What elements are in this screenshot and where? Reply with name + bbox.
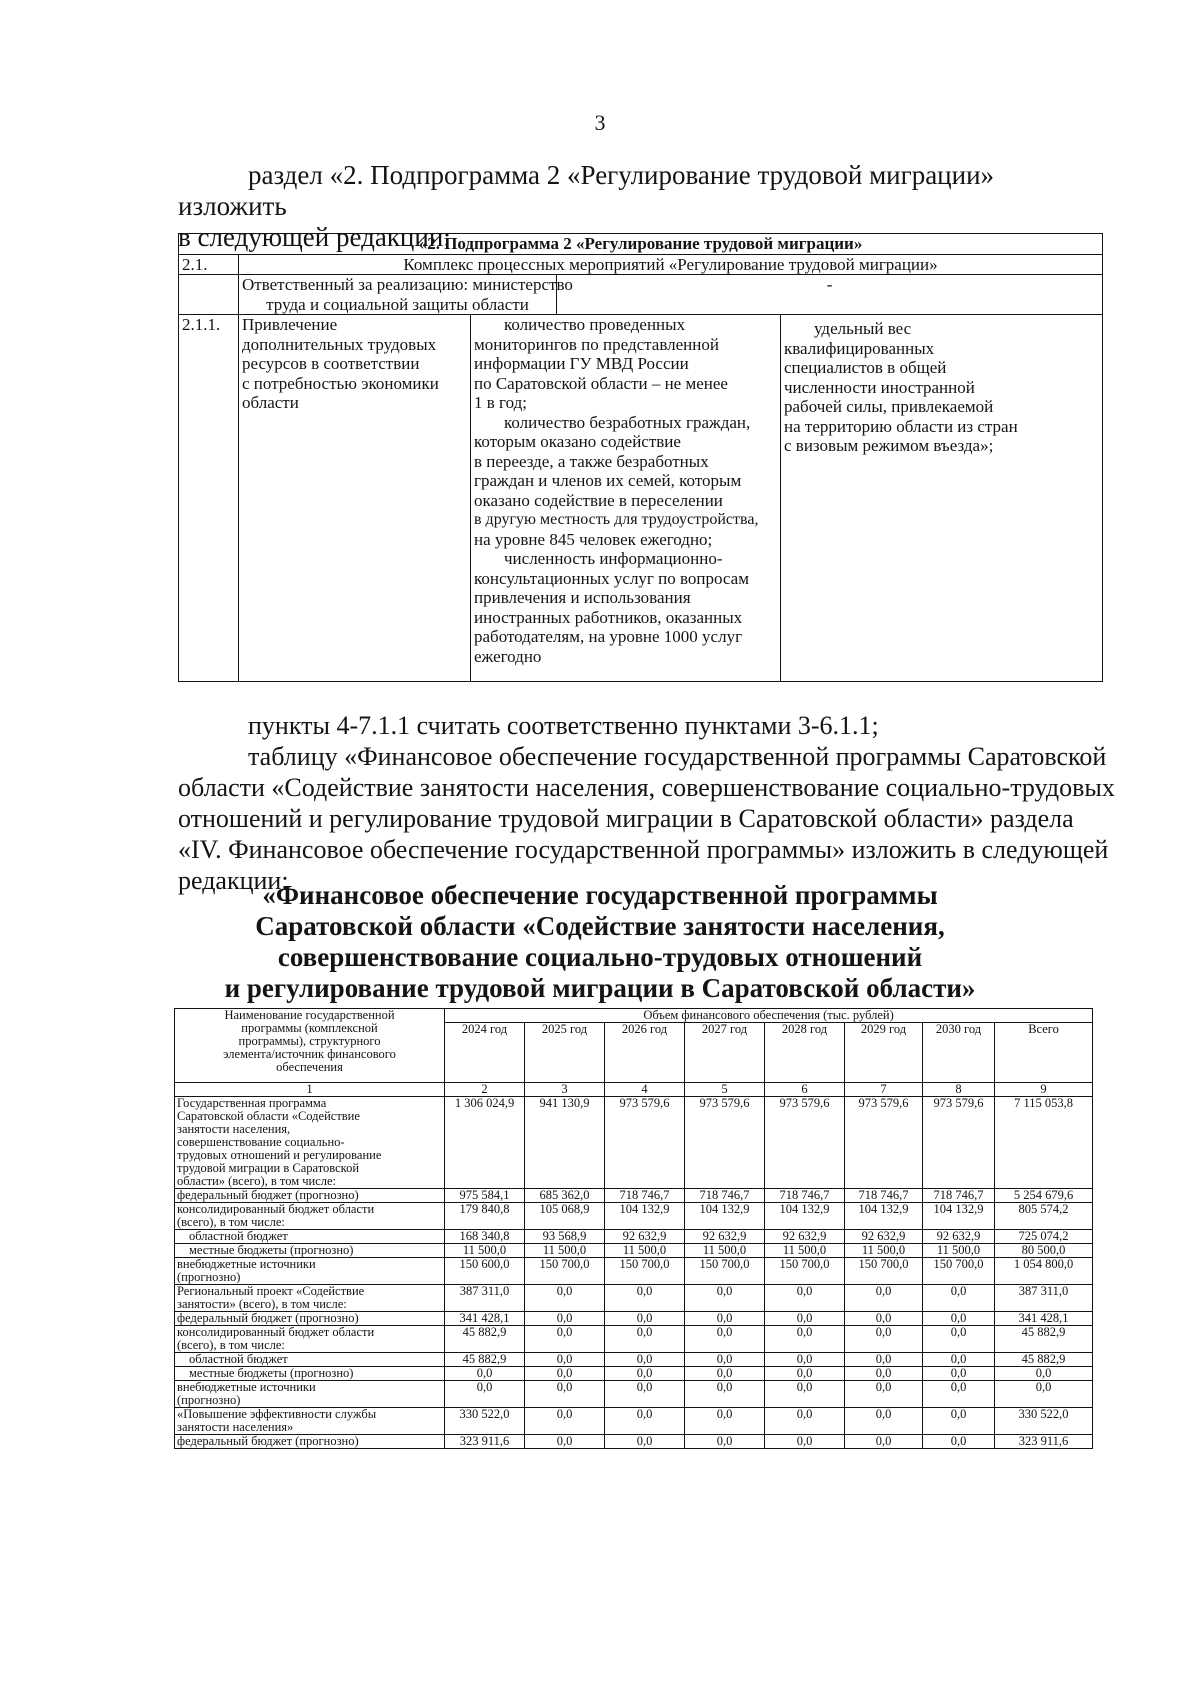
value-cell: 718 746,7 xyxy=(845,1189,923,1203)
column-number: 5 xyxy=(685,1083,765,1097)
value-cell: 0,0 xyxy=(525,1381,605,1408)
value-cell: 11 500,0 xyxy=(685,1244,765,1258)
page-number: 3 xyxy=(594,110,606,135)
total-cell: 341 428,1 xyxy=(995,1312,1093,1326)
value-cell: 0,0 xyxy=(685,1326,765,1353)
row-label: местные бюджеты (прогнозно) xyxy=(175,1367,445,1381)
value-cell: 330 522,0 xyxy=(445,1408,525,1435)
value-cell: 150 600,0 xyxy=(445,1258,525,1285)
row-label: Региональный проект «Содействие занятости» (всего), в том числе: xyxy=(175,1285,445,1312)
table-row xyxy=(175,1353,1093,1367)
value-cell: 0,0 xyxy=(605,1381,685,1408)
row-number: 2.1. xyxy=(179,254,239,275)
row-label: областной бюджет xyxy=(175,1353,445,1367)
table-row xyxy=(175,1203,1093,1230)
value-cell: 323 911,6 xyxy=(445,1435,525,1449)
year-header: 2030 год xyxy=(923,1023,995,1083)
value-cell: 0,0 xyxy=(685,1381,765,1408)
value-cell: 0,0 xyxy=(845,1312,923,1326)
value-cell: 0,0 xyxy=(923,1408,995,1435)
value-cell: 718 746,7 xyxy=(923,1189,995,1203)
value-cell: 341 428,1 xyxy=(445,1312,525,1326)
total-cell: 725 074,2 xyxy=(995,1230,1093,1244)
value-cell: 0,0 xyxy=(923,1312,995,1326)
total-cell: 1 054 800,0 xyxy=(995,1258,1093,1285)
value-cell: 104 132,9 xyxy=(685,1203,765,1230)
value-cell: 11 500,0 xyxy=(605,1244,685,1258)
total-cell: 387 311,0 xyxy=(995,1285,1093,1312)
value-cell: 0,0 xyxy=(923,1285,995,1312)
value-cell: 0,0 xyxy=(765,1381,845,1408)
value-cell: 0,0 xyxy=(765,1435,845,1449)
value-cell: 92 632,9 xyxy=(685,1230,765,1244)
value-cell: 0,0 xyxy=(845,1353,923,1367)
row-label: «Повышение эффективности службы занятости населения» xyxy=(175,1408,445,1435)
value-cell: 0,0 xyxy=(845,1367,923,1381)
value-cell: 45 882,9 xyxy=(445,1326,525,1353)
value-cell: 104 132,9 xyxy=(845,1203,923,1230)
value-cell: 105 068,9 xyxy=(525,1203,605,1230)
value-cell: 150 700,0 xyxy=(765,1258,845,1285)
table-row xyxy=(175,1189,1093,1203)
value-cell: 0,0 xyxy=(765,1326,845,1353)
value-cell: 0,0 xyxy=(445,1381,525,1408)
value-cell: 0,0 xyxy=(605,1435,685,1449)
table-row xyxy=(175,1285,1093,1312)
value-cell: 0,0 xyxy=(765,1353,845,1367)
year-header: 2029 год xyxy=(845,1023,923,1083)
intro-line-1: раздел «2. Подпрограмма 2 «Регулирование трудовой миграции» изложить xyxy=(178,160,995,221)
value-cell: 150 700,0 xyxy=(605,1258,685,1285)
total-cell: 323 911,6 xyxy=(995,1435,1093,1449)
total-cell: 0,0 xyxy=(995,1367,1093,1381)
table-row xyxy=(175,1258,1093,1285)
column-number: 7 xyxy=(845,1083,923,1097)
total-cell: 0,0 xyxy=(995,1381,1093,1408)
value-cell: 387 311,0 xyxy=(445,1285,525,1312)
value-cell: 0,0 xyxy=(525,1435,605,1449)
value-cell: 973 579,6 xyxy=(845,1097,923,1189)
value-cell: 0,0 xyxy=(685,1435,765,1449)
value-cell: 0,0 xyxy=(445,1367,525,1381)
value-cell: 150 700,0 xyxy=(923,1258,995,1285)
value-cell: 0,0 xyxy=(845,1408,923,1435)
value-cell: 0,0 xyxy=(845,1435,923,1449)
table-row xyxy=(175,1381,1093,1408)
row-label: федеральный бюджет (прогнозно) xyxy=(175,1435,445,1449)
year-header: 2025 год xyxy=(525,1023,605,1083)
financing-table xyxy=(174,1008,1093,1449)
subprogram-table xyxy=(178,233,1103,682)
year-header: 2026 год xyxy=(605,1023,685,1083)
task-cell: Привлечение дополнительных трудовых ресурсов в соответствии с потребностью экономики области xyxy=(239,315,471,682)
row-label: консолидированный бюджет области (всего), в том числе: xyxy=(175,1203,445,1230)
value-cell: 11 500,0 xyxy=(445,1244,525,1258)
volume-header: Объем финансового обеспечения (тыс. рублей) xyxy=(445,1009,1093,1023)
value-cell: 150 700,0 xyxy=(685,1258,765,1285)
value-cell: 973 579,6 xyxy=(685,1097,765,1189)
column-number: 1 xyxy=(175,1083,445,1097)
value-cell: 0,0 xyxy=(685,1312,765,1326)
value-cell: 0,0 xyxy=(923,1353,995,1367)
middle-line-3: области «Содействие занятости населения, совершенствование социально-трудовых xyxy=(178,773,1115,802)
value-cell: 1 306 024,9 xyxy=(445,1097,525,1189)
row-label: внебюджетные источники (прогнозно) xyxy=(175,1381,445,1408)
value-cell: 0,0 xyxy=(525,1367,605,1381)
table-row xyxy=(175,1367,1093,1381)
total-cell: 45 882,9 xyxy=(995,1353,1093,1367)
column-number: 2 xyxy=(445,1083,525,1097)
middle-line-5: «IV. Финансовое обеспечение государственной программы» изложить в следующей xyxy=(178,835,1109,864)
value-cell: 0,0 xyxy=(765,1312,845,1326)
total-cell: 5 254 679,6 xyxy=(995,1189,1093,1203)
table-row xyxy=(175,1230,1093,1244)
value-cell: 973 579,6 xyxy=(605,1097,685,1189)
value-cell: 11 500,0 xyxy=(845,1244,923,1258)
total-cell: 7 115 053,8 xyxy=(995,1097,1093,1189)
total-header: Всего xyxy=(995,1023,1093,1083)
value-cell: 973 579,6 xyxy=(923,1097,995,1189)
value-cell: 92 632,9 xyxy=(605,1230,685,1244)
value-cell: 0,0 xyxy=(525,1312,605,1326)
responsible-cell: Ответственный за реализацию: министерство труда и социальной защиты области xyxy=(239,275,557,315)
intro-line-2: в следующей редакции: xyxy=(178,222,451,252)
value-cell: 0,0 xyxy=(845,1285,923,1312)
row-label: внебюджетные источники (прогнозно) xyxy=(175,1258,445,1285)
middle-line-6: редакции: xyxy=(178,866,289,895)
middle-line-4: отношений и регулирование трудовой миграции в Саратовской области» раздела xyxy=(178,804,1074,833)
middle-line-2: таблицу «Финансовое обеспечение государственной программы Саратовской xyxy=(248,742,1107,771)
result-cell: удельный вес квалифицированных специалистов в общей численности иностранной рабочей силы, привлекаемой на территорию области из стран с визовым режимом въезда»; xyxy=(781,315,1103,682)
value-cell: 941 130,9 xyxy=(525,1097,605,1189)
value-cell: 104 132,9 xyxy=(923,1203,995,1230)
middle-paragraph xyxy=(178,710,1118,896)
responsible-value: - xyxy=(557,275,1103,315)
table-row xyxy=(175,1326,1093,1353)
value-cell: 0,0 xyxy=(765,1408,845,1435)
value-cell: 718 746,7 xyxy=(765,1189,845,1203)
year-header: 2027 год xyxy=(685,1023,765,1083)
value-cell: 0,0 xyxy=(525,1353,605,1367)
value-cell: 0,0 xyxy=(605,1312,685,1326)
value-cell: 0,0 xyxy=(685,1285,765,1312)
value-cell: 0,0 xyxy=(605,1408,685,1435)
column-number: 4 xyxy=(605,1083,685,1097)
row-label: федеральный бюджет (прогнозно) xyxy=(175,1189,445,1203)
row-number: 2.1.1. xyxy=(179,315,239,682)
financing-title: «Финансовое обеспечение государственной программы Саратовской области «Содействие занятости населения, совершенствование социально-трудовых отношений и регулирование трудовой миграции в Саратовской области» xyxy=(224,880,976,1003)
value-cell: 92 632,9 xyxy=(845,1230,923,1244)
total-cell: 80 500,0 xyxy=(995,1244,1093,1258)
value-cell: 0,0 xyxy=(685,1367,765,1381)
total-cell: 45 882,9 xyxy=(995,1326,1093,1353)
value-cell: 0,0 xyxy=(605,1367,685,1381)
column-number: 6 xyxy=(765,1083,845,1097)
row-label: консолидированный бюджет области (всего), в том числе: xyxy=(175,1326,445,1353)
value-cell: 0,0 xyxy=(525,1326,605,1353)
value-cell: 0,0 xyxy=(605,1285,685,1312)
value-cell: 104 132,9 xyxy=(765,1203,845,1230)
value-cell: 975 584,1 xyxy=(445,1189,525,1203)
table-row xyxy=(175,1312,1093,1326)
value-cell: 0,0 xyxy=(923,1326,995,1353)
value-cell: 973 579,6 xyxy=(765,1097,845,1189)
total-cell: 330 522,0 xyxy=(995,1408,1093,1435)
column-number: 3 xyxy=(525,1083,605,1097)
value-cell: 0,0 xyxy=(525,1408,605,1435)
indicators-cell: количество проведенных мониторингов по представленной информации ГУ МВД России по Саратовской области – не менее 1 в год; количество безработных граждан, которым оказано содействие в переезде, а также безработных граждан и членов их семей, которым оказано содействие в переселении в другую местность для трудоустройства, на уровне 845 человек ежегодно; численность информационно- консультационных услуг по вопросам привлечения и использования иностранных работников, оказанных работодателям, на уровне 1000 услуг ежегодно xyxy=(471,315,781,682)
value-cell: 0,0 xyxy=(845,1381,923,1408)
value-cell: 0,0 xyxy=(765,1367,845,1381)
value-cell: 0,0 xyxy=(685,1408,765,1435)
value-cell: 685 362,0 xyxy=(525,1189,605,1203)
value-cell: 104 132,9 xyxy=(605,1203,685,1230)
value-cell: 0,0 xyxy=(845,1326,923,1353)
value-cell: 150 700,0 xyxy=(525,1258,605,1285)
value-cell: 718 746,7 xyxy=(605,1189,685,1203)
value-cell: 0,0 xyxy=(765,1285,845,1312)
value-cell: 11 500,0 xyxy=(923,1244,995,1258)
table-row xyxy=(175,1435,1093,1449)
name-column-header: Наименование государственной программы (комплексной программы), структурного элемента/источник финансового обеспечения xyxy=(175,1009,445,1083)
row-label: Государственная программа Саратовской области «Содействие занятости населения, совершенствование социально- трудовых отношений и регулирование трудовой миграции в Саратовской области» (всего), в том числе: xyxy=(175,1097,445,1189)
value-cell: 11 500,0 xyxy=(765,1244,845,1258)
middle-line-1: пункты 4-7.1.1 считать соответственно пунктами 3-6.1.1; xyxy=(248,711,879,740)
total-cell: 805 574,2 xyxy=(995,1203,1093,1230)
value-cell: 0,0 xyxy=(923,1367,995,1381)
column-number: 8 xyxy=(923,1083,995,1097)
column-number: 9 xyxy=(995,1083,1093,1097)
value-cell: 179 840,8 xyxy=(445,1203,525,1230)
year-header: 2028 год xyxy=(765,1023,845,1083)
value-cell: 0,0 xyxy=(923,1435,995,1449)
year-header: 2024 год xyxy=(445,1023,525,1083)
value-cell: 0,0 xyxy=(525,1285,605,1312)
subprogram-table-title: «2. Подпрограмма 2 «Регулирование трудовой миграции» xyxy=(179,234,1103,255)
complex-measures-title: Комплекс процессных мероприятий «Регулирование трудовой миграции» xyxy=(239,254,1103,275)
table-row xyxy=(175,1244,1093,1258)
value-cell: 718 746,7 xyxy=(685,1189,765,1203)
value-cell: 11 500,0 xyxy=(525,1244,605,1258)
value-cell: 0,0 xyxy=(685,1353,765,1367)
row-label: областной бюджет xyxy=(175,1230,445,1244)
value-cell: 0,0 xyxy=(605,1353,685,1367)
value-cell: 150 700,0 xyxy=(845,1258,923,1285)
table-row xyxy=(175,1097,1093,1189)
value-cell: 0,0 xyxy=(605,1326,685,1353)
row-label: местные бюджеты (прогнозно) xyxy=(175,1244,445,1258)
value-cell: 92 632,9 xyxy=(923,1230,995,1244)
value-cell: 0,0 xyxy=(923,1381,995,1408)
value-cell: 92 632,9 xyxy=(765,1230,845,1244)
table-row xyxy=(175,1408,1093,1435)
row-label: федеральный бюджет (прогнозно) xyxy=(175,1312,445,1326)
value-cell: 168 340,8 xyxy=(445,1230,525,1244)
value-cell: 45 882,9 xyxy=(445,1353,525,1367)
value-cell: 93 568,9 xyxy=(525,1230,605,1244)
financing-table-body xyxy=(175,1097,1093,1449)
